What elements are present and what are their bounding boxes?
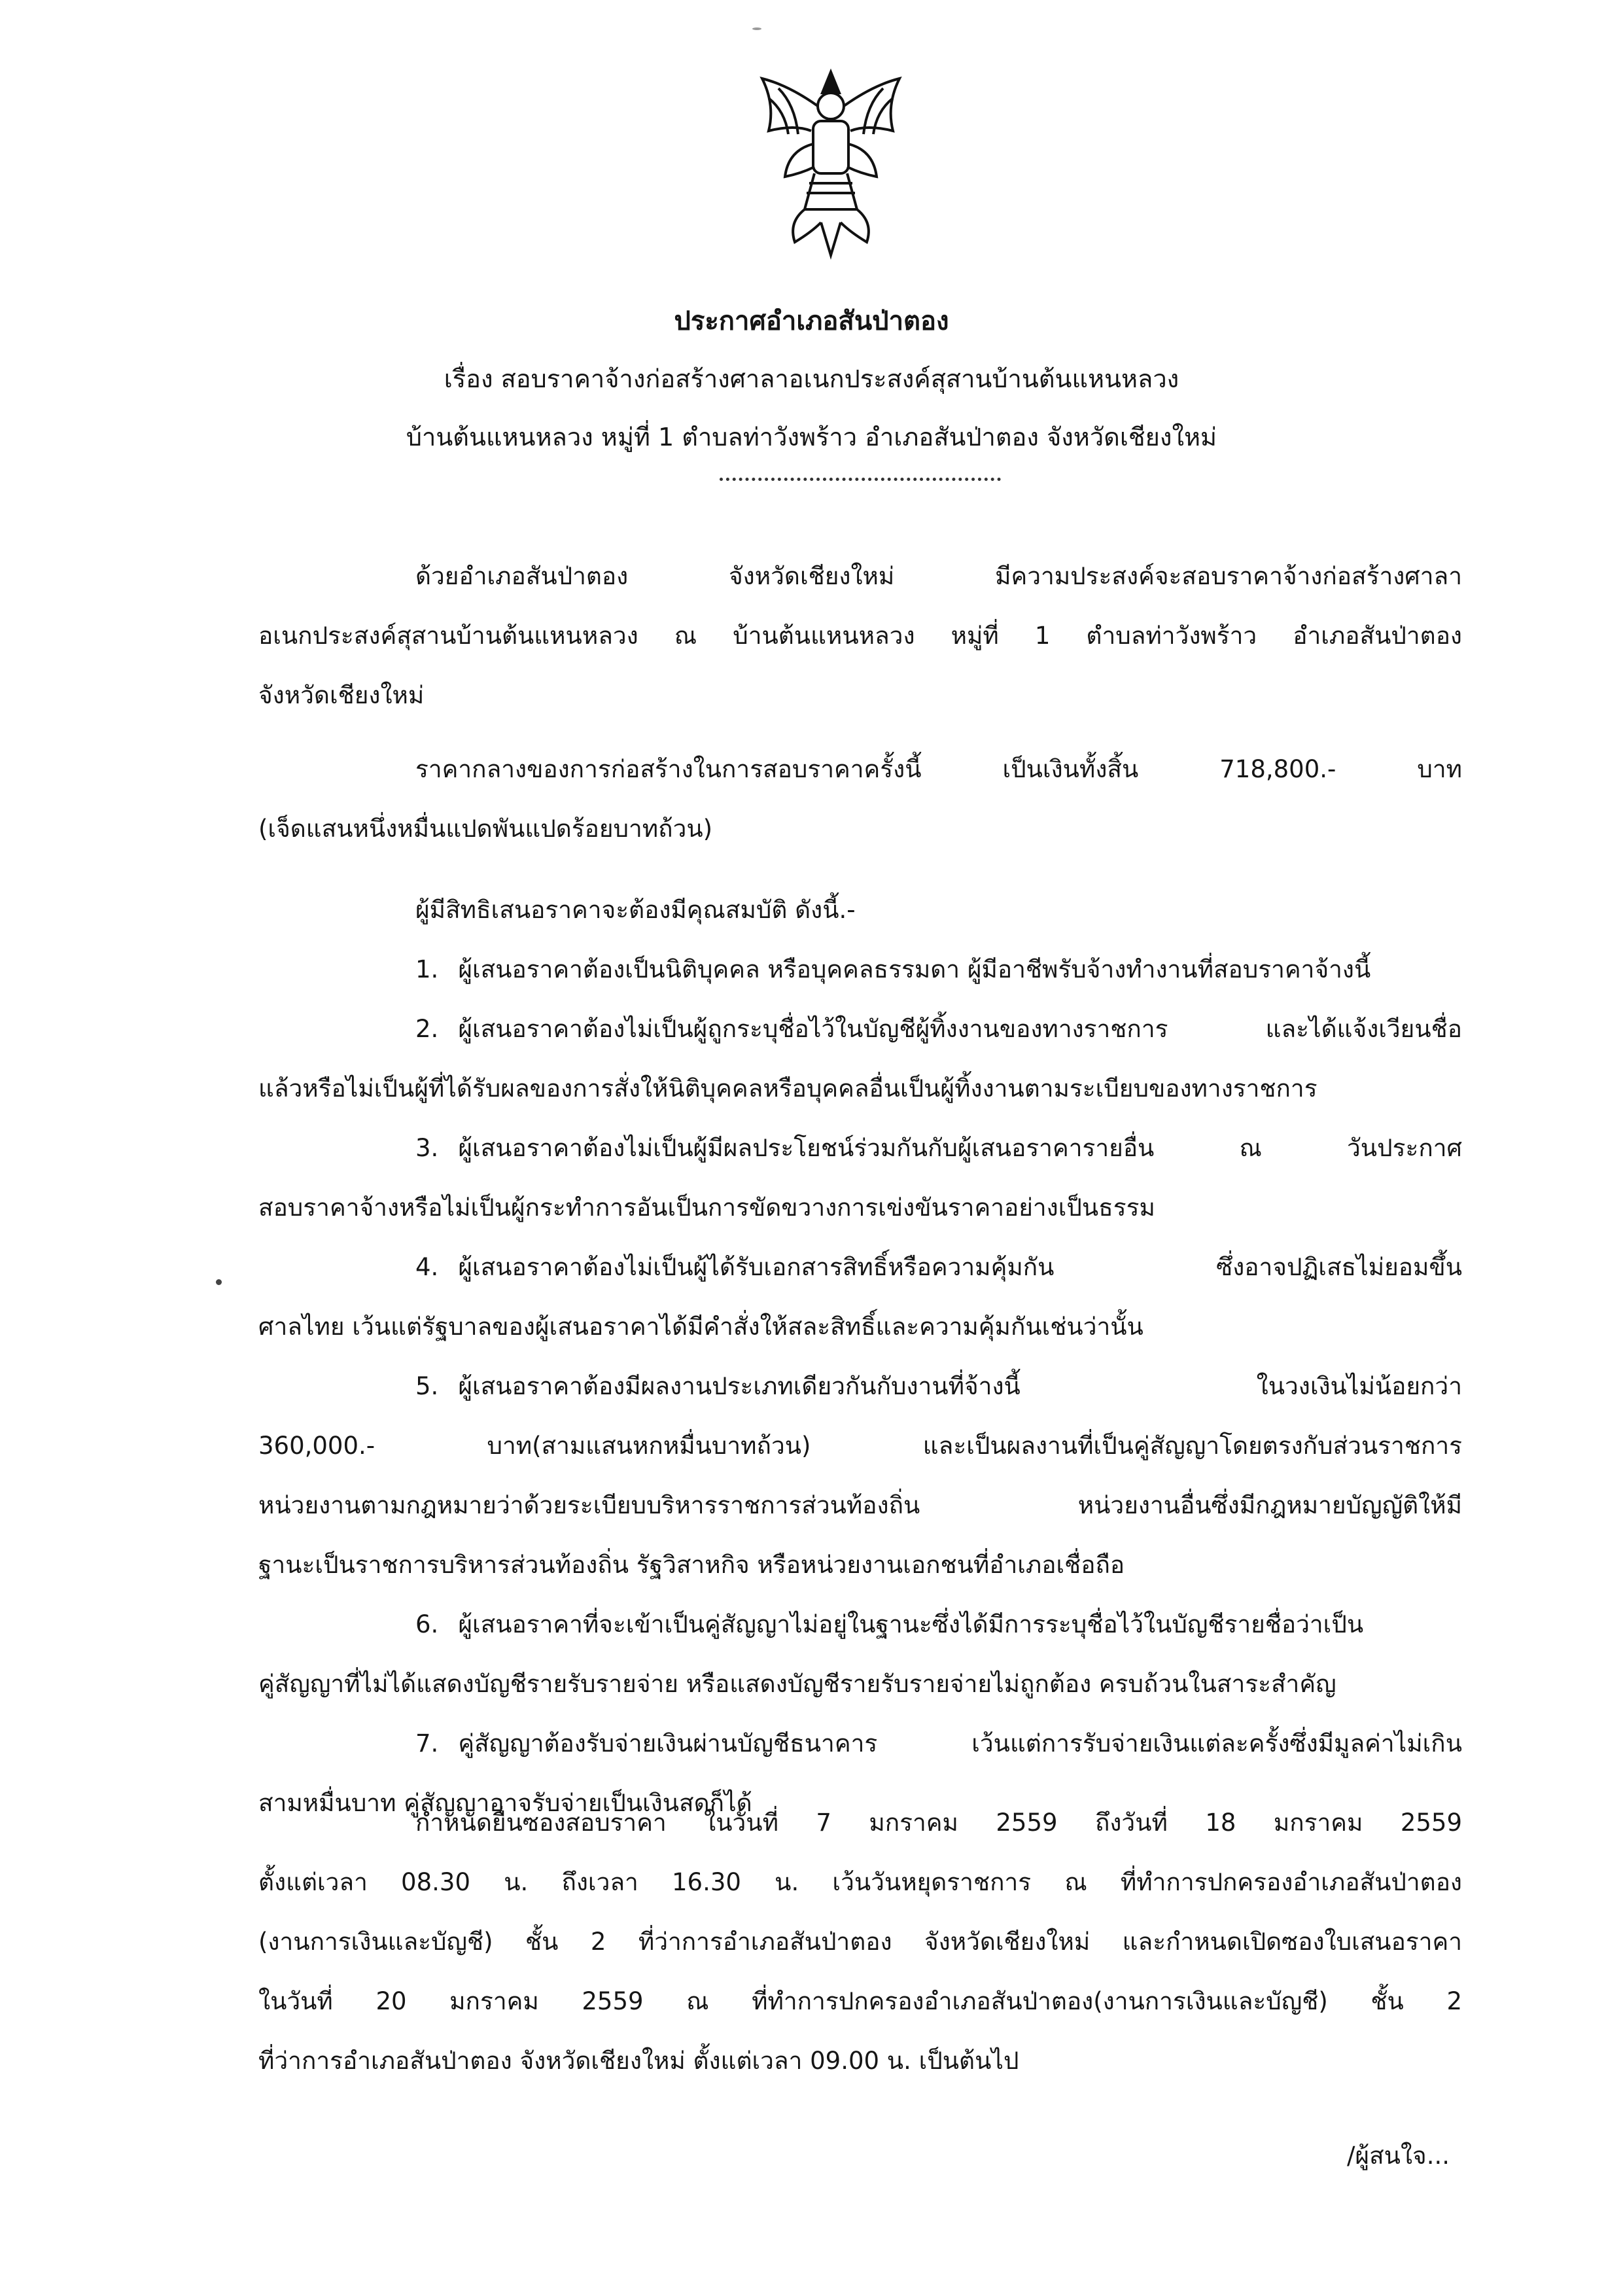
qualifications-section — [258, 880, 1462, 1833]
price-line: ราคากลางของการก่อสร้างในการสอบราคาครั้งนี้ เป็นเงินทั้งสิ้น 718,800.- บาท — [415, 755, 1462, 783]
qualification-item: 3. ผู้เสนอราคาต้องไม่เป็นผู้มีผลประโยชน์ร่วมกันกับผู้เสนอราคารายอื่น ณ วันประกาศ — [415, 1134, 1462, 1162]
qualification-item: 4. ผู้เสนอราคาต้องไม่เป็นผู้ได้รับเอกสารสิทธิ์หรือความคุ้มกัน ซึ่งอาจปฏิเสธไม่ยอมขึ้น — [415, 1253, 1462, 1281]
announcement-subject: เรื่อง สอบราคาจ้างก่อสร้างศาลาอเนกประสงค์สุสานบ้านต้นแหนหลวง — [444, 364, 1179, 393]
qualification-continuation: คู่สัญญาที่ไม่ได้แสดงบัญชีรายรับรายจ่าย หรือแสดงบัญชีรายรับรายจ่ายไม่ถูกต้อง ครบถ้วนในสาระสำคัญ — [258, 1670, 1336, 1698]
qualification-continuation: ฐานะเป็นราชการบริหารส่วนท้องถิ่น รัฐวิสาหกิจ หรือหน่วยงานเอกชนที่อำเภอเชื่อถือ — [258, 1551, 1125, 1579]
qualification-item: 5. ผู้เสนอราคาต้องมีผลงานประเภทเดียวกันกับงานที่จ้างนี้ ในวงเงินไม่น้อยกว่า — [415, 1372, 1462, 1400]
qualification-continuation: แล้วหรือไม่เป็นผู้ที่ได้รับผลของการสั่งให้นิติบุคคลหรือบุคคลอื่นเป็นผู้ทิ้งงานตามระเบียบของทางราชการ — [258, 1074, 1318, 1103]
price-words: (เจ็ดแสนหนึ่งหมื่นแปดพันแปดร้อยบาทถ้วน) — [258, 815, 713, 843]
deadline-line: ที่ว่าการอำเภอสันป่าตอง จังหวัดเชียงใหม่ ตั้งแต่เวลา 09.00 น. เป็นต้นไป — [258, 2047, 1019, 2075]
qualification-item: 2. ผู้เสนอราคาต้องไม่เป็นผู้ถูกระบุชื่อไว้ในบัญชีผู้ทิ้งงานของทางราชการ และได้แจ้งเวียนชื่อ — [415, 1015, 1462, 1043]
deadline-line: ตั้งแต่เวลา 08.30 น. ถึงเวลา 16.30 น. เว้นวันหยุดราชการ ณ ที่ทำการปกครองอำเภอสันป่าตอง — [258, 1868, 1462, 1896]
qualification-continuation: สอบราคาจ้างหรือไม่เป็นผู้กระทำการอันเป็นการขัดขวางการเข่งขันราคาอย่างเป็นธรรม — [258, 1193, 1155, 1222]
intro-paragraph — [258, 546, 1462, 725]
qualification-continuation: 360,000.- บาท(สามแสนหกหมื่นบาทถ้วน) และเป็นผลงานที่เป็นคู่สัญญาโดยตรงกับส่วนราชการ — [258, 1432, 1462, 1460]
scan-speck — [752, 27, 761, 30]
qualification-continuation: ศาลไทย เว้นแต่รัฐบาลของผู้เสนอราคาได้มีคำสั่งให้สละสิทธิ์และความคุ้มกันเช่นว่านั้น — [258, 1313, 1143, 1341]
deadline-line: กำหนดยื่นซองสอบราคา ในวันที่ 7 มกราคม 2559 ถึงวันที่ 18 มกราคม 2559 — [415, 1809, 1462, 1837]
qualification-continuation: หน่วยงานตามกฎหมายว่าด้วยระเบียบบริหารราชการส่วนท้องถิ่น หน่วยงานอื่นซึ่งมีกฎหมายบัญญัติให้มี — [258, 1491, 1462, 1519]
price-paragraph — [258, 739, 1462, 858]
garuda-emblem-icon — [749, 59, 913, 268]
deadline-line: ในวันที่ 20 มกราคม 2559 ณ ที่ทำการปกครองอำเภอสันป่าตอง(งานการเงินและบัญชี) ชั้น 2 — [258, 1987, 1462, 2015]
qualification-continuation: สามหมื่นบาท คู่สัญญาอาจรับจ่ายเป็นเงินสดก็ได้ — [258, 1789, 752, 1817]
dotted-divider — [720, 478, 1001, 481]
qualification-item: 1. ผู้เสนอราคาต้องเป็นนิติบุคคล หรือบุคคลธรรมดา ผู้มีอาชีพรับจ้างทำงานที่สอบราคาจ้างนี้ — [415, 955, 1371, 983]
continuation-marker: /ผู้สนใจ... — [1346, 2142, 1450, 2170]
intro-line: จังหวัดเชียงใหม่ — [258, 681, 425, 709]
intro-line: อเนกประสงค์สุสานบ้านต้นแหนหลวง ณ บ้านต้นแหนหลวง หมู่ที่ 1 ตำบลท่าวังพร้าว อำเภอสันป่าตอง — [258, 622, 1462, 650]
deadline-line: (งานการเงินและบัญชี) ชั้น 2 ที่ว่าการอำเภอสันป่าตอง จังหวัดเชียงใหม่ และกำหนดเปิดซองใบเสนอราคา — [258, 1928, 1462, 1956]
qualifications-heading: ผู้มีสิทธิเสนอราคาจะต้องมีคุณสมบัติ ดังนี้.- — [415, 896, 856, 924]
qualification-item: 7. คู่สัญญาต้องรับจ่ายเงินผ่านบัญชีธนาคาร เว้นแต่การรับจ่ายเงินแต่ละครั้งซึ่งมีมูลค่าไม่เกิน — [415, 1729, 1462, 1757]
announcement-title: ประกาศอำเภอสันป่าตอง — [674, 306, 949, 336]
deadline-paragraph — [258, 1793, 1462, 2091]
intro-line: ด้วยอำเภอสันป่าตอง จังหวัดเชียงใหม่ มีความประสงค์จะสอบราคาจ้างก่อสร้างศาลา — [415, 562, 1462, 590]
announcement-location: บ้านต้นแหนหลวง หมู่ที่ 1 ตำบลท่าวังพร้าว อำเภอสันป่าตอง จังหวัดเชียงใหม่ — [406, 423, 1217, 451]
scan-speck — [216, 1279, 222, 1285]
qualification-item: 6. ผู้เสนอราคาที่จะเข้าเป็นคู่สัญญาไม่อยู่ในฐานะซึ่งได้มีการระบุชื่อไว้ในบัญชีรายชื่อว่าเป็น — [415, 1610, 1364, 1638]
